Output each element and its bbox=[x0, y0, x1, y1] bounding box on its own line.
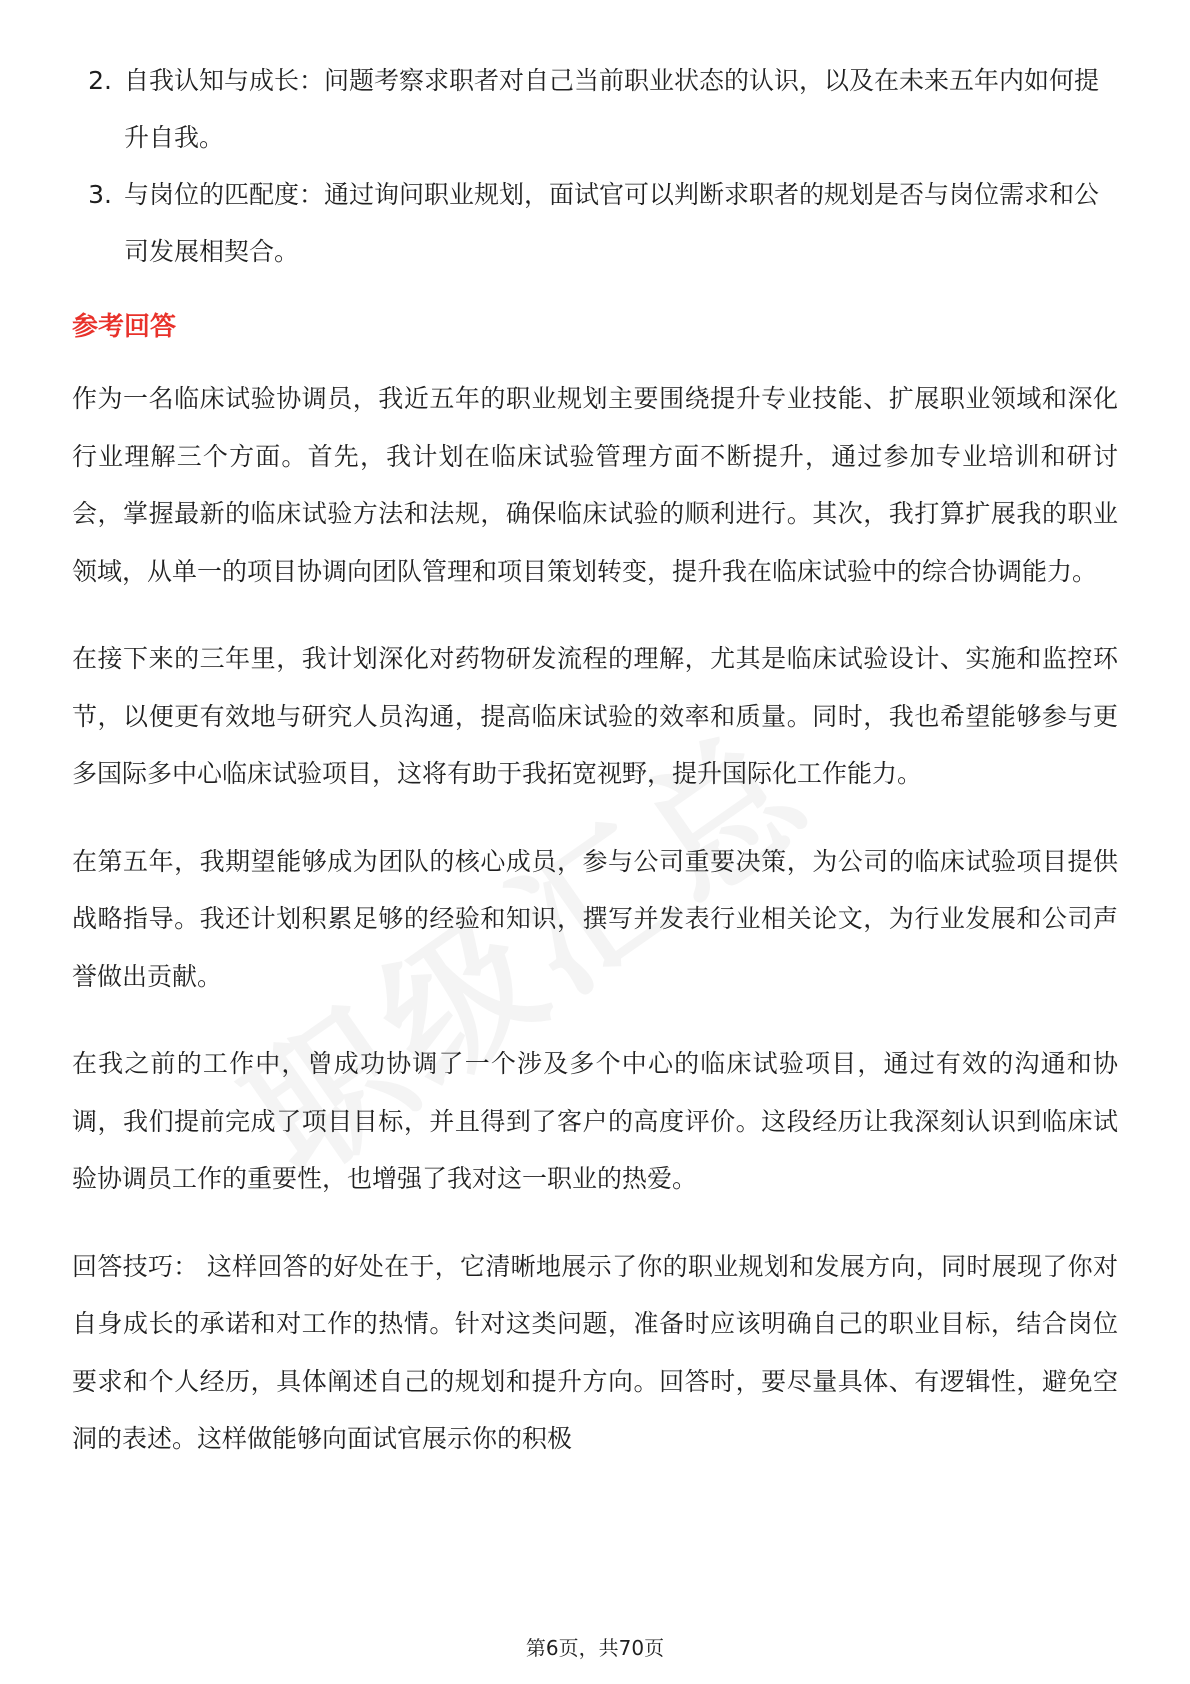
list-item-text: 与岗位的匹配度：通过询问职业规划，面试官可以判断求职者的规划是否与岗位需求和公司发展相契合。 bbox=[124, 180, 1100, 266]
list-item bbox=[72, 52, 1118, 166]
list-item bbox=[72, 166, 1118, 280]
answer-paragraph: 在接下来的三年里，我计划深化对药物研发流程的理解，尤其是临床试验设计、实施和监控环节，以便更有效地与研究人员沟通，提高临床试验的效率和质量。同时，我也希望能够参与更多国际多中心临床试验项目，这将有助于我拓宽视野，提升国际化工作能力。 bbox=[72, 644, 1118, 788]
page-content bbox=[72, 52, 1118, 1468]
answer-paragraph: 在第五年，我期望能够成为团队的核心成员，参与公司重要决策，为公司的临床试验项目提供战略指导。我还计划积累足够的经验和知识，撰写并发表行业相关论文，为行业发展和公司声誉做出贡献。 bbox=[72, 846, 1118, 991]
list-item-number: 2. bbox=[88, 66, 112, 95]
criteria-list bbox=[72, 52, 1118, 280]
answer-paragraph: 在我之前的工作中，曾成功协调了一个涉及多个中心的临床试验项目，通过有效的沟通和协调，我们提前完成了项目目标，并且得到了客户的高度评价。这段经历让我深刻认识到临床试验协调员工作的重要性，也增强了我对这一职业的热爱。 bbox=[72, 1049, 1118, 1193]
section-heading-reference-answer: 参考回答 bbox=[72, 312, 177, 342]
answer-paragraph: 作为一名临床试验协调员，我近五年的职业规划主要围绕提升专业技能、扩展职业领域和深化行业理解三个方面。首先，我计划在临床试验管理方面不断提升，通过参加专业培训和研讨会，掌握最新的临床试验方法和法规，确保临床试验的顺利进行。其次，我打算扩展我的职业领域，从单一的项目协调向团队管理和项目策划转变，提升我在临床试验中的综合协调能力。 bbox=[72, 384, 1118, 586]
list-item-text: 自我认知与成长：问题考察求职者对自己当前职业状态的认识，以及在未来五年内如何提升自我。 bbox=[124, 66, 1100, 152]
answer-tip-paragraph: 回答技巧： 这样回答的好处在于，它清晰地展示了你的职业规划和发展方向，同时展现了你对自身成长的承诺和对工作的热情。针对这类问题，准备时应该明确自己的职业目标，结合岗位要求和个人经历，具体阐述自己的规划和提升方向。回答时，要尽量具体、有逻辑性，避免空洞的表述。这样做能够向面试官展示你的积极 bbox=[72, 1251, 1118, 1453]
page-number-footer: 第6页，共70页 bbox=[525, 1636, 665, 1660]
list-item-number: 3. bbox=[88, 180, 112, 209]
